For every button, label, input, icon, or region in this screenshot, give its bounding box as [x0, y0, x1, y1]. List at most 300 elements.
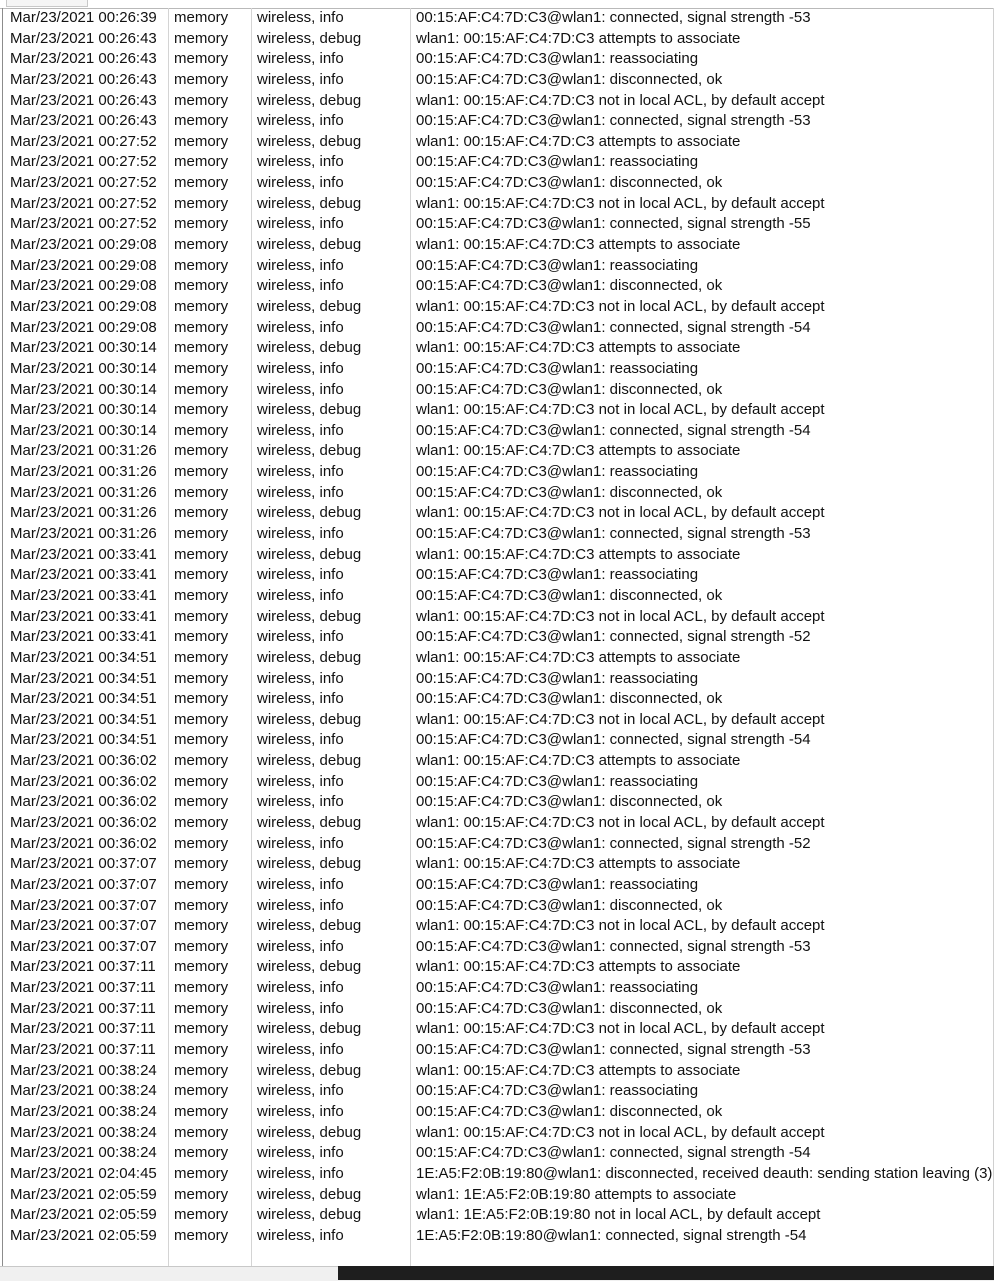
log-topics: wireless, info: [257, 256, 344, 274]
log-message: wlan1: 1E:A5:F2:0B:19:80 attempts to associate: [416, 1185, 737, 1203]
log-time: Mar/23/2021 00:26:43: [10, 29, 157, 47]
log-buffer: memory: [174, 297, 229, 315]
log-message: 00:15:AF:C4:7D:C3@wlan1: connected, signal strength -53: [416, 525, 811, 543]
log-topics: wireless, debug: [257, 1206, 362, 1224]
log-topics: wireless, info: [257, 153, 344, 171]
log-row[interactable]: [3, 999, 993, 1020]
log-topics: wireless, info: [257, 896, 344, 914]
log-message: 00:15:AF:C4:7D:C3@wlan1: disconnected, ok: [416, 174, 723, 192]
log-row[interactable]: [3, 586, 993, 607]
log-time: Mar/23/2021 00:38:24: [10, 1123, 157, 1141]
log-time: Mar/23/2021 00:31:26: [10, 442, 157, 460]
log-time: Mar/23/2021 00:29:08: [10, 277, 157, 295]
log-buffer: memory: [174, 979, 229, 997]
log-row[interactable]: [3, 1040, 993, 1061]
log-row[interactable]: [3, 359, 993, 380]
log-topics: wireless, debug: [257, 29, 362, 47]
log-buffer: memory: [174, 1123, 229, 1141]
log-message: wlan1: 00:15:AF:C4:7D:C3 attempts to associate: [416, 958, 741, 976]
log-row[interactable]: [3, 607, 993, 628]
log-topics: wireless, debug: [257, 194, 362, 212]
log-message: 00:15:AF:C4:7D:C3@wlan1: disconnected, ok: [416, 793, 723, 811]
log-buffer: memory: [174, 1102, 229, 1120]
log-message: 00:15:AF:C4:7D:C3@wlan1: connected, signal strength -53: [416, 937, 811, 955]
log-topics: wireless, info: [257, 566, 344, 584]
log-row[interactable]: [3, 173, 993, 194]
log-message: 00:15:AF:C4:7D:C3@wlan1: connected, signal strength -54: [416, 1144, 811, 1162]
log-time: Mar/23/2021 00:34:51: [10, 648, 157, 666]
log-topics: wireless, info: [257, 834, 344, 852]
log-time: Mar/23/2021 00:26:43: [10, 91, 157, 109]
log-time: Mar/23/2021 00:31:26: [10, 463, 157, 481]
log-row[interactable]: [3, 421, 993, 442]
log-buffer: memory: [174, 525, 229, 543]
log-buffer: memory: [174, 896, 229, 914]
log-topics: wireless, info: [257, 875, 344, 893]
log-buffer: memory: [174, 690, 229, 708]
log-message: wlan1: 00:15:AF:C4:7D:C3 not in local ACL, by default accept: [416, 1123, 825, 1141]
log-buffer: memory: [174, 421, 229, 439]
log-buffer: memory: [174, 917, 229, 935]
log-topics: wireless, debug: [257, 813, 362, 831]
log-topics: wireless, debug: [257, 855, 362, 873]
log-buffer: memory: [174, 628, 229, 646]
log-time: Mar/23/2021 00:33:41: [10, 545, 157, 563]
log-message: 00:15:AF:C4:7D:C3@wlan1: connected, signal strength -53: [416, 9, 811, 26]
log-buffer: memory: [174, 504, 229, 522]
log-row[interactable]: [3, 710, 993, 731]
log-buffer: memory: [174, 401, 229, 419]
log-time: Mar/23/2021 00:38:24: [10, 1061, 157, 1079]
log-time: Mar/23/2021 02:05:59: [10, 1226, 157, 1244]
log-buffer: memory: [174, 380, 229, 398]
log-buffer: memory: [174, 50, 229, 68]
log-message: wlan1: 00:15:AF:C4:7D:C3 not in local ACL, by default accept: [416, 710, 825, 728]
log-message: 00:15:AF:C4:7D:C3@wlan1: reassociating: [416, 1082, 699, 1100]
log-row[interactable]: [3, 194, 993, 215]
log-time: Mar/23/2021 00:37:07: [10, 917, 157, 935]
log-row[interactable]: [3, 70, 993, 91]
log-row[interactable]: [3, 669, 993, 690]
log-time: Mar/23/2021 00:36:02: [10, 772, 157, 790]
log-time: Mar/23/2021 02:04:45: [10, 1164, 157, 1182]
log-buffer: memory: [174, 772, 229, 790]
log-topics: wireless, debug: [257, 1123, 362, 1141]
log-buffer: memory: [174, 359, 229, 377]
log-message: 00:15:AF:C4:7D:C3@wlan1: disconnected, ok: [416, 380, 723, 398]
log-message: wlan1: 00:15:AF:C4:7D:C3 attempts to associate: [416, 236, 741, 254]
log-rows: [3, 8, 993, 1246]
log-time: Mar/23/2021 00:27:52: [10, 194, 157, 212]
log-message: wlan1: 00:15:AF:C4:7D:C3 attempts to associate: [416, 132, 741, 150]
log-row[interactable]: [3, 813, 993, 834]
log-topics: wireless, info: [257, 70, 344, 88]
log-row[interactable]: [3, 1185, 993, 1206]
log-message: wlan1: 00:15:AF:C4:7D:C3 not in local ACL, by default accept: [416, 917, 825, 935]
log-row[interactable]: [3, 854, 993, 875]
log-topics: wireless, debug: [257, 648, 362, 666]
log-row[interactable]: [3, 400, 993, 421]
log-time: Mar/23/2021 00:36:02: [10, 793, 157, 811]
log-time: Mar/23/2021 00:37:07: [10, 875, 157, 893]
log-topics: wireless, info: [257, 628, 344, 646]
log-time: Mar/23/2021 00:29:08: [10, 256, 157, 274]
log-time: Mar/23/2021 00:33:41: [10, 586, 157, 604]
log-topics: wireless, info: [257, 1226, 344, 1244]
log-buffer: memory: [174, 586, 229, 604]
log-buffer: memory: [174, 1061, 229, 1079]
log-row[interactable]: [3, 1123, 993, 1144]
log-time: Mar/23/2021 00:37:11: [10, 1020, 156, 1038]
log-topics: wireless, info: [257, 1082, 344, 1100]
log-topics: wireless, info: [257, 793, 344, 811]
log-row[interactable]: [3, 689, 993, 710]
log-message: wlan1: 00:15:AF:C4:7D:C3 attempts to associate: [416, 1061, 741, 1079]
log-row[interactable]: [3, 91, 993, 112]
log-time: Mar/23/2021 00:38:24: [10, 1082, 157, 1100]
log-buffer: memory: [174, 91, 229, 109]
log-buffer: memory: [174, 29, 229, 47]
log-topics: wireless, info: [257, 979, 344, 997]
log-buffer: memory: [174, 339, 229, 357]
log-time: Mar/23/2021 00:27:52: [10, 174, 157, 192]
log-time: Mar/23/2021 00:34:51: [10, 669, 157, 687]
log-message: 00:15:AF:C4:7D:C3@wlan1: reassociating: [416, 463, 699, 481]
log-row[interactable]: [3, 441, 993, 462]
log-row[interactable]: [3, 730, 993, 751]
log-row[interactable]: [3, 834, 993, 855]
log-buffer: memory: [174, 194, 229, 212]
log-message: wlan1: 00:15:AF:C4:7D:C3 attempts to associate: [416, 648, 741, 666]
log-row[interactable]: [3, 524, 993, 545]
log-row[interactable]: [3, 1019, 993, 1040]
log-row[interactable]: [3, 751, 993, 772]
log-buffer: memory: [174, 875, 229, 893]
log-message: 00:15:AF:C4:7D:C3@wlan1: disconnected, ok: [416, 896, 723, 914]
log-message: wlan1: 00:15:AF:C4:7D:C3 not in local ACL, by default accept: [416, 297, 825, 315]
log-message: 00:15:AF:C4:7D:C3@wlan1: reassociating: [416, 772, 699, 790]
log-message: wlan1: 00:15:AF:C4:7D:C3 not in local ACL, by default accept: [416, 504, 825, 522]
log-time: Mar/23/2021 00:30:14: [10, 380, 157, 398]
log-buffer: memory: [174, 1206, 229, 1224]
log-time: Mar/23/2021 02:05:59: [10, 1185, 157, 1203]
log-buffer: memory: [174, 1144, 229, 1162]
log-row[interactable]: [3, 318, 993, 339]
log-topics: wireless, debug: [257, 132, 362, 150]
log-row[interactable]: [3, 214, 993, 235]
log-time: Mar/23/2021 00:30:14: [10, 401, 157, 419]
log-row[interactable]: [3, 916, 993, 937]
log-buffer: memory: [174, 999, 229, 1017]
log-buffer: memory: [174, 731, 229, 749]
log-message: 00:15:AF:C4:7D:C3@wlan1: disconnected, ok: [416, 483, 723, 501]
log-topics: wireless, info: [257, 586, 344, 604]
log-buffer: memory: [174, 710, 229, 728]
log-time: Mar/23/2021 00:34:51: [10, 731, 157, 749]
log-time: Mar/23/2021 00:31:26: [10, 504, 157, 522]
log-row[interactable]: [3, 49, 993, 70]
log-buffer: memory: [174, 1041, 229, 1059]
log-topics: wireless, info: [257, 937, 344, 955]
log-message: wlan1: 1E:A5:F2:0B:19:80 not in local ACL, by default accept: [416, 1206, 821, 1224]
log-buffer: memory: [174, 937, 229, 955]
log-message: 00:15:AF:C4:7D:C3@wlan1: disconnected, ok: [416, 586, 723, 604]
log-time: Mar/23/2021 00:33:41: [10, 566, 157, 584]
log-row[interactable]: [3, 111, 993, 132]
log-message: wlan1: 00:15:AF:C4:7D:C3 not in local ACL, by default accept: [416, 607, 825, 625]
log-buffer: memory: [174, 153, 229, 171]
log-row[interactable]: [3, 792, 993, 813]
log-topics: wireless, debug: [257, 297, 362, 315]
log-message: 00:15:AF:C4:7D:C3@wlan1: reassociating: [416, 979, 699, 997]
log-message: wlan1: 00:15:AF:C4:7D:C3 not in local ACL, by default accept: [416, 194, 825, 212]
log-message: 00:15:AF:C4:7D:C3@wlan1: connected, signal strength -54: [416, 421, 811, 439]
log-time: Mar/23/2021 00:27:52: [10, 215, 157, 233]
log-topics: wireless, info: [257, 277, 344, 295]
log-topics: wireless, debug: [257, 236, 362, 254]
log-topics: wireless, info: [257, 359, 344, 377]
log-message: 00:15:AF:C4:7D:C3@wlan1: disconnected, ok: [416, 999, 723, 1017]
log-message: 00:15:AF:C4:7D:C3@wlan1: disconnected, ok: [416, 690, 723, 708]
log-time: Mar/23/2021 00:26:43: [10, 70, 157, 88]
log-time: Mar/23/2021 00:33:41: [10, 628, 157, 646]
log-topics: wireless, info: [257, 772, 344, 790]
log-row[interactable]: [3, 483, 993, 504]
log-buffer: memory: [174, 1185, 229, 1203]
log-buffer: memory: [174, 132, 229, 150]
log-buffer: memory: [174, 607, 229, 625]
log-row[interactable]: [3, 627, 993, 648]
log-row[interactable]: [3, 29, 993, 50]
log-message: 00:15:AF:C4:7D:C3@wlan1: disconnected, ok: [416, 70, 723, 88]
log-buffer: memory: [174, 70, 229, 88]
log-buffer: memory: [174, 545, 229, 563]
log-time: Mar/23/2021 00:36:02: [10, 813, 157, 831]
log-row[interactable]: [3, 256, 993, 277]
log-row[interactable]: [3, 772, 993, 793]
log-row[interactable]: [3, 1061, 993, 1082]
log-message: wlan1: 00:15:AF:C4:7D:C3 not in local ACL, by default accept: [416, 91, 825, 109]
log-topics: wireless, info: [257, 1041, 344, 1059]
log-row[interactable]: [3, 297, 993, 318]
log-row[interactable]: [3, 1205, 993, 1226]
log-message: wlan1: 00:15:AF:C4:7D:C3 attempts to associate: [416, 442, 741, 460]
log-time: Mar/23/2021 00:37:11: [10, 1041, 156, 1059]
log-buffer: memory: [174, 112, 229, 130]
log-row[interactable]: [3, 380, 993, 401]
taskbar-apps-area[interactable]: [338, 1266, 994, 1280]
log-time: Mar/23/2021 00:27:52: [10, 153, 157, 171]
log-time: Mar/23/2021 00:34:51: [10, 690, 157, 708]
log-message: 00:15:AF:C4:7D:C3@wlan1: reassociating: [416, 153, 699, 171]
log-topics: wireless, info: [257, 999, 344, 1017]
log-topics: wireless, debug: [257, 545, 362, 563]
log-row[interactable]: [3, 503, 993, 524]
log-message: wlan1: 00:15:AF:C4:7D:C3 attempts to associate: [416, 752, 741, 770]
log-row[interactable]: [3, 565, 993, 586]
log-topics: wireless, info: [257, 380, 344, 398]
log-row[interactable]: [3, 957, 993, 978]
log-buffer: memory: [174, 9, 229, 26]
log-time: Mar/23/2021 00:33:41: [10, 607, 157, 625]
log-message: 00:15:AF:C4:7D:C3@wlan1: reassociating: [416, 875, 699, 893]
log-topics: wireless, info: [257, 483, 344, 501]
log-topics: wireless, info: [257, 1144, 344, 1162]
log-time: Mar/23/2021 00:26:39: [10, 9, 157, 26]
log-buffer: memory: [174, 277, 229, 295]
log-topics: wireless, info: [257, 525, 344, 543]
log-time: Mar/23/2021 00:26:43: [10, 112, 157, 130]
log-message: 00:15:AF:C4:7D:C3@wlan1: reassociating: [416, 256, 699, 274]
log-row[interactable]: [3, 648, 993, 669]
log-message: 00:15:AF:C4:7D:C3@wlan1: reassociating: [416, 566, 699, 584]
log-time: Mar/23/2021 00:31:26: [10, 483, 157, 501]
log-row[interactable]: [3, 545, 993, 566]
log-topics: wireless, info: [257, 215, 344, 233]
log-row[interactable]: [3, 1081, 993, 1102]
log-message: 00:15:AF:C4:7D:C3@wlan1: connected, signal strength -55: [416, 215, 811, 233]
log-topics: wireless, info: [257, 421, 344, 439]
log-row[interactable]: [3, 1143, 993, 1164]
log-topics: wireless, info: [257, 9, 344, 26]
log-message: 00:15:AF:C4:7D:C3@wlan1: reassociating: [416, 669, 699, 687]
log-message: 00:15:AF:C4:7D:C3@wlan1: connected, signal strength -53: [416, 1041, 811, 1059]
log-topics: wireless, info: [257, 463, 344, 481]
log-topics: wireless, debug: [257, 1061, 362, 1079]
log-buffer: memory: [174, 855, 229, 873]
log-message: 00:15:AF:C4:7D:C3@wlan1: connected, signal strength -54: [416, 318, 811, 336]
log-row[interactable]: [3, 8, 993, 29]
log-topics: wireless, debug: [257, 958, 362, 976]
log-row[interactable]: [3, 152, 993, 173]
log-message: 00:15:AF:C4:7D:C3@wlan1: connected, signal strength -54: [416, 731, 811, 749]
log-message: 00:15:AF:C4:7D:C3@wlan1: disconnected, ok: [416, 1102, 723, 1120]
log-buffer: memory: [174, 174, 229, 192]
log-time: Mar/23/2021 02:05:59: [10, 1206, 157, 1224]
log-row[interactable]: [3, 132, 993, 153]
log-topics: wireless, debug: [257, 339, 362, 357]
log-topics: wireless, info: [257, 1102, 344, 1120]
log-time: Mar/23/2021 00:26:43: [10, 50, 157, 68]
log-time: Mar/23/2021 00:34:51: [10, 710, 157, 728]
log-buffer: memory: [174, 1164, 229, 1182]
log-time: Mar/23/2021 00:31:26: [10, 525, 157, 543]
log-time: Mar/23/2021 00:29:08: [10, 318, 157, 336]
log-topics: wireless, debug: [257, 504, 362, 522]
log-buffer: memory: [174, 318, 229, 336]
log-buffer: memory: [174, 793, 229, 811]
log-topics: wireless, info: [257, 112, 344, 130]
log-message: wlan1: 00:15:AF:C4:7D:C3 attempts to associate: [416, 545, 741, 563]
log-row[interactable]: [3, 875, 993, 896]
log-time: Mar/23/2021 00:37:11: [10, 999, 156, 1017]
log-topics: wireless, info: [257, 669, 344, 687]
log-buffer: memory: [174, 442, 229, 460]
log-buffer: memory: [174, 752, 229, 770]
log-row[interactable]: [3, 937, 993, 958]
log-topics: wireless, debug: [257, 917, 362, 935]
log-message: 1E:A5:F2:0B:19:80@wlan1: disconnected, received deauth: sending station leaving (3): [416, 1164, 993, 1182]
log-time: Mar/23/2021 00:30:14: [10, 359, 157, 377]
log-topics: wireless, info: [257, 690, 344, 708]
log-time: Mar/23/2021 00:38:24: [10, 1102, 157, 1120]
log-topics: wireless, debug: [257, 752, 362, 770]
log-row[interactable]: [3, 462, 993, 483]
log-message: wlan1: 00:15:AF:C4:7D:C3 not in local ACL, by default accept: [416, 1020, 825, 1038]
log-buffer: memory: [174, 1226, 229, 1244]
log-message: wlan1: 00:15:AF:C4:7D:C3 not in local ACL, by default accept: [416, 401, 825, 419]
log-buffer: memory: [174, 648, 229, 666]
log-row[interactable]: [3, 896, 993, 917]
log-row[interactable]: [3, 1226, 993, 1247]
log-time: Mar/23/2021 00:36:02: [10, 752, 157, 770]
log-row[interactable]: [3, 1164, 993, 1185]
tab-edge[interactable]: [6, 0, 88, 7]
log-message: 00:15:AF:C4:7D:C3@wlan1: connected, signal strength -52: [416, 628, 811, 646]
log-topics: wireless, debug: [257, 607, 362, 625]
log-buffer: memory: [174, 463, 229, 481]
log-topics: wireless, debug: [257, 91, 362, 109]
log-row[interactable]: [3, 276, 993, 297]
log-topics: wireless, debug: [257, 1185, 362, 1203]
log-buffer: memory: [174, 1082, 229, 1100]
log-time: Mar/23/2021 00:37:07: [10, 896, 157, 914]
log-buffer: memory: [174, 236, 229, 254]
log-buffer: memory: [174, 958, 229, 976]
log-buffer: memory: [174, 834, 229, 852]
log-message: wlan1: 00:15:AF:C4:7D:C3 attempts to associate: [416, 339, 741, 357]
log-time: Mar/23/2021 00:37:07: [10, 937, 157, 955]
log-buffer: memory: [174, 256, 229, 274]
log-topics: wireless, debug: [257, 710, 362, 728]
log-topics: wireless, debug: [257, 401, 362, 419]
log-time: Mar/23/2021 00:37:11: [10, 979, 156, 997]
log-topics: wireless, info: [257, 50, 344, 68]
log-time: Mar/23/2021 00:30:14: [10, 339, 157, 357]
log-topics: wireless, info: [257, 1164, 344, 1182]
log-buffer: memory: [174, 813, 229, 831]
log-buffer: memory: [174, 215, 229, 233]
log-topics: wireless, info: [257, 731, 344, 749]
log-message: wlan1: 00:15:AF:C4:7D:C3 attempts to associate: [416, 855, 741, 873]
log-time: Mar/23/2021 00:36:02: [10, 834, 157, 852]
log-time: Mar/23/2021 00:29:08: [10, 236, 157, 254]
log-buffer: memory: [174, 1020, 229, 1038]
log-buffer: memory: [174, 483, 229, 501]
log-time: Mar/23/2021 00:30:14: [10, 421, 157, 439]
log-message: wlan1: 00:15:AF:C4:7D:C3 not in local ACL, by default accept: [416, 813, 825, 831]
log-message: 00:15:AF:C4:7D:C3@wlan1: reassociating: [416, 50, 699, 68]
log-row[interactable]: [3, 1102, 993, 1123]
log-row[interactable]: [3, 235, 993, 256]
log-buffer: memory: [174, 566, 229, 584]
log-time: Mar/23/2021 00:38:24: [10, 1144, 157, 1162]
log-message: 00:15:AF:C4:7D:C3@wlan1: connected, signal strength -53: [416, 112, 811, 130]
log-topics: wireless, info: [257, 174, 344, 192]
log-buffer: memory: [174, 669, 229, 687]
log-message: 00:15:AF:C4:7D:C3@wlan1: connected, signal strength -52: [416, 834, 811, 852]
log-message: 1E:A5:F2:0B:19:80@wlan1: connected, signal strength -54: [416, 1226, 807, 1244]
log-time: Mar/23/2021 00:29:08: [10, 297, 157, 315]
log-time: Mar/23/2021 00:27:52: [10, 132, 157, 150]
log-topics: wireless, info: [257, 318, 344, 336]
log-message: wlan1: 00:15:AF:C4:7D:C3 attempts to associate: [416, 29, 741, 47]
log-message: 00:15:AF:C4:7D:C3@wlan1: disconnected, ok: [416, 277, 723, 295]
log-row[interactable]: [3, 978, 993, 999]
log-row[interactable]: [3, 338, 993, 359]
log-topics: wireless, debug: [257, 442, 362, 460]
log-message: 00:15:AF:C4:7D:C3@wlan1: reassociating: [416, 359, 699, 377]
